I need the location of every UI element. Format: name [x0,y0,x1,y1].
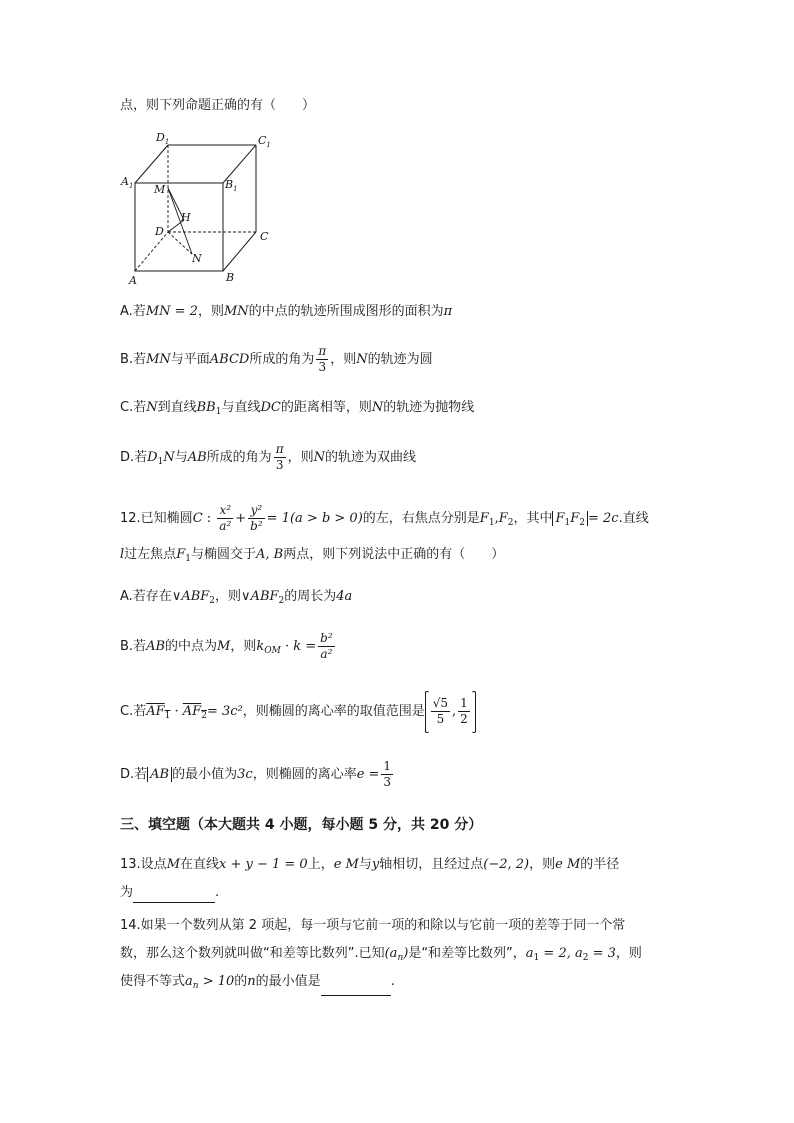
label-D1: $D_1$ [156,131,170,146]
q11-option-a: A.若MN = 2，则MN的中点的轨迹所围成图形的面积为π [120,304,453,319]
q11-option-c: C.若N到直线$BB_1$与直线DC的距离相等，则N的轨迹为抛物线 [120,400,475,417]
label-C: C [260,230,269,243]
label-B1: $B_1$ [225,178,238,193]
left-bracket [425,691,429,733]
q12-option-b: B.若AB的中点为M，则$k_{OM} \cdot k$ = $\frac{\text{b²}}{\text{a²}}$ [120,631,333,661]
fraction-pi-over-3: $\frac{\pi}{3}$ [275,442,284,472]
q11-option-d: D.若$D_1N$与AB所成的角为 $\frac{\pi}{3}$ ，则N的轨迹为双曲线 [120,442,416,472]
label-A1: $A_1$ [121,175,134,190]
q14-line3: 使得不等式$a_n > 10$的n的最小值是 . [120,972,395,996]
q12-stem-line1: 12.已知椭圆C : $\frac{\text{x²}}{\text{a²}}$ + $\frac{\text{y²}}{\text{b²}}$ = 1(a > b > 0)的左，右焦点分别是$F_1,F_2$，其中 $F_1F_2 = 2c$.直线 [120,503,649,533]
abs-F1F2: $F_1F_2$ [552,511,588,526]
section-heading: 三、填空题（本大题共 4 小题，每小题 5 分，共 20 分） [120,817,483,833]
answer-blank[interactable] [321,975,391,996]
fraction-x2-a2: $\frac{\text{x²}}{\text{a²}}$ [219,503,232,533]
label-N: N [192,252,202,265]
q12-option-a: A.若存在$\vee ABF_2$，则$\vee ABF_2$的周长为4a [120,589,353,606]
cube-figure [118,126,278,291]
fraction-one-half: $\frac{1}{2}$ [460,696,468,726]
fraction-y2-b2: $\frac{\text{y²}}{\text{b²}}$ [250,503,263,533]
q12-option-c: C.若$AF_1 \cdot AF_2= 3c^2$，则椭圆的离心率的取值范围是 $\frac{√5}{5}$ , $\frac{1}{2}$ [120,690,476,738]
q14-line1: 14.如果一个数列从第 2 项起，每一项与它前一项的和除以与它前一项的差等于同一个常 [120,918,626,933]
label-H: H [181,211,191,224]
q12-option-d: D.若 AB 的最小值为3c，则椭圆的离心率e = $\frac{1}{3}$ [120,759,392,789]
right-bracket [472,691,476,733]
q11-intro: 点，则下列命题正确的有（ ） [120,98,316,113]
answer-blank[interactable] [133,882,215,903]
q11-option-b: B.若MN与平面ABCD所成的角为 $\frac{\pi}{3}$ ，则N的轨迹为圆 [120,344,433,374]
label-C1: $C_1$ [258,134,271,149]
q14-line2: 数，那么这个数列就叫做“和差等比数列”.已知$(a_n)$是“和差等比数列”，$a_1 = 2$, $a_2 = 3$，则 [120,946,642,963]
vector-AF2: $AF_2$ [182,704,207,721]
label-A: A [129,274,137,287]
fraction-one-third: $\frac{1}{3}$ [383,759,392,789]
q13-line2: 为 . [120,882,219,903]
fraction-sqrt5-over-5: $\frac{√5}{5}$ [432,696,449,726]
label-D: D [155,225,164,238]
label-M: M [154,183,166,196]
q13-line1: 13.设点M在直线x + y − 1 = 0上，e M与y轴相切，且经过点(−2, 2)，则e M的半径 [120,857,620,872]
label-B: B [226,271,235,284]
fraction-pi-over-3: $\frac{\pi}{3}$ [318,344,327,374]
q12-stem-line2: l过左焦点$F_1$与椭圆交于A, B两点，则下列说法中正确的有（ ） [120,547,505,564]
fraction-b2-a2: $\frac{\text{b²}}{\text{a²}}$ [320,631,333,661]
vector-AF1: $AF_1$ [146,704,171,721]
